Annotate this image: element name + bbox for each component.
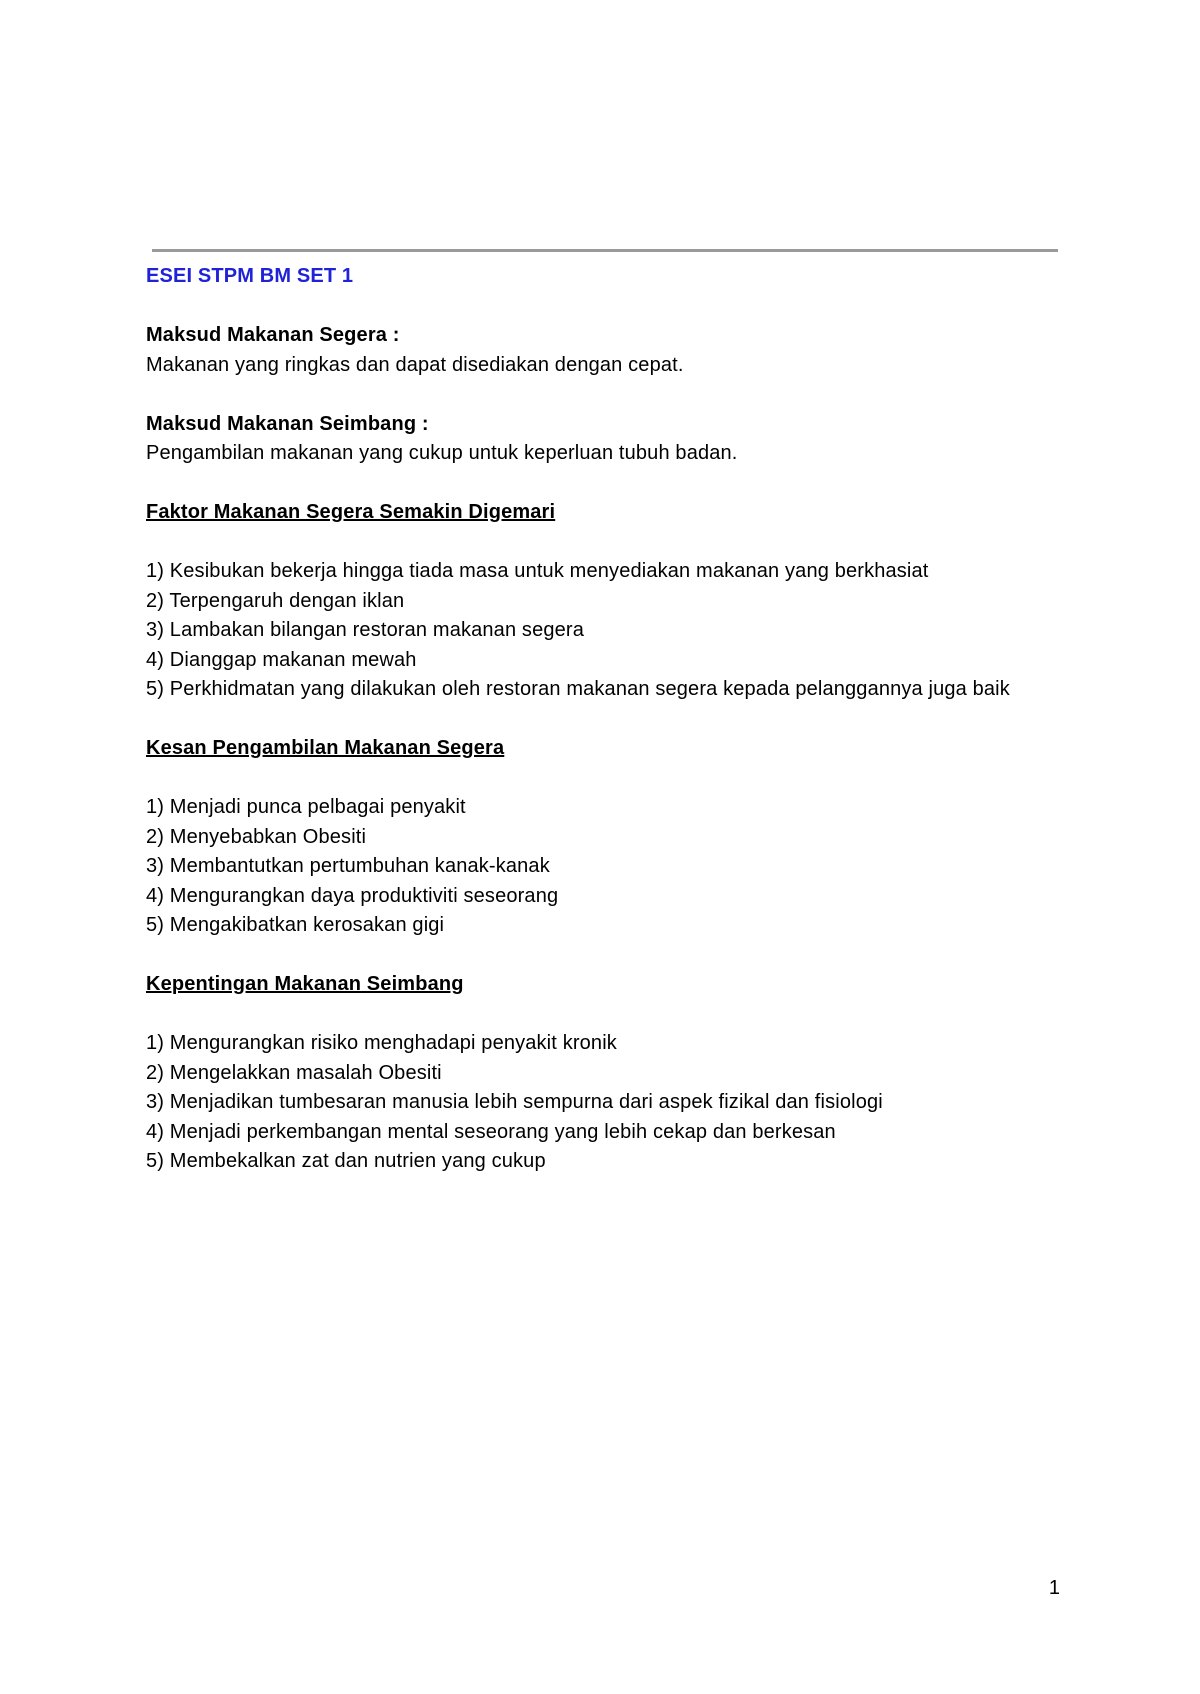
list-item: 4) Menjadi perkembangan mental seseorang yang lebih cekap dan berkesan [146, 1120, 836, 1143]
definition-label-fast-food: Maksud Makanan Segera : [146, 324, 400, 346]
spacer [146, 705, 1066, 735]
list-item: 2) Mengelakkan masalah Obesiti [146, 1061, 442, 1084]
list-item: 2) Menyebabkan Obesiti [146, 825, 367, 848]
section-heading-factors: Faktor Makanan Segera Semakin Digemari [146, 501, 556, 523]
spacer [146, 469, 1066, 499]
spacer [146, 380, 1066, 410]
document-title: ESEI STPM BM SET 1 [146, 265, 354, 287]
importance-list [146, 1029, 1066, 1177]
list-item: 4) Mengurangkan daya produktiviti seseorang [146, 884, 559, 907]
list-item: 2) Terpengaruh dengan iklan [146, 589, 405, 612]
spacer [146, 528, 1066, 558]
list-item: 5) Perkhidmatan yang dilakukan oleh restoran makanan segera kepada pelanggannya juga baik [146, 678, 1010, 700]
list-item: 3) Membantutkan pertumbuhan kanak-kanak [146, 855, 550, 877]
list-item: 1) Mengurangkan risiko menghadapi penyakit kronik [146, 1032, 617, 1054]
list-item: 5) Mengakibatkan kerosakan gigi [146, 914, 445, 936]
horizontal-rule [152, 249, 1058, 252]
factors-list [146, 557, 1066, 705]
document-body [146, 262, 1066, 1177]
section-heading-importance: Kepentingan Makanan Seimbang [146, 973, 464, 995]
page-number: 1 [1048, 1577, 1060, 1599]
spacer [146, 764, 1066, 794]
effects-list [146, 793, 1066, 941]
list-item: 3) Lambakan bilangan restoran makanan segera [146, 619, 584, 641]
spacer [146, 1000, 1066, 1030]
section-heading-effects: Kesan Pengambilan Makanan Segera [146, 737, 505, 759]
list-item: 1) Menjadi punca pelbagai penyakit [146, 796, 466, 818]
list-item: 5) Membekalkan zat dan nutrien yang cukup [146, 1150, 546, 1172]
definition-label-balanced-food: Maksud Makanan Seimbang : [146, 412, 429, 435]
definition-text-balanced-food: Pengambilan makanan yang cukup untuk keperluan tubuh badan. [146, 442, 738, 464]
spacer [146, 292, 1066, 322]
list-item: 1) Kesibukan bekerja hingga tiada masa untuk menyediakan makanan yang berkhasiat [146, 560, 929, 582]
list-item: 3) Menjadikan tumbesaran manusia lebih sempurna dari aspek fizikal dan fisiologi [146, 1091, 883, 1113]
list-item: 4) Dianggap makanan mewah [146, 648, 417, 671]
definition-text-fast-food: Makanan yang ringkas dan dapat disediakan dengan cepat. [146, 353, 684, 376]
spacer [146, 941, 1066, 971]
